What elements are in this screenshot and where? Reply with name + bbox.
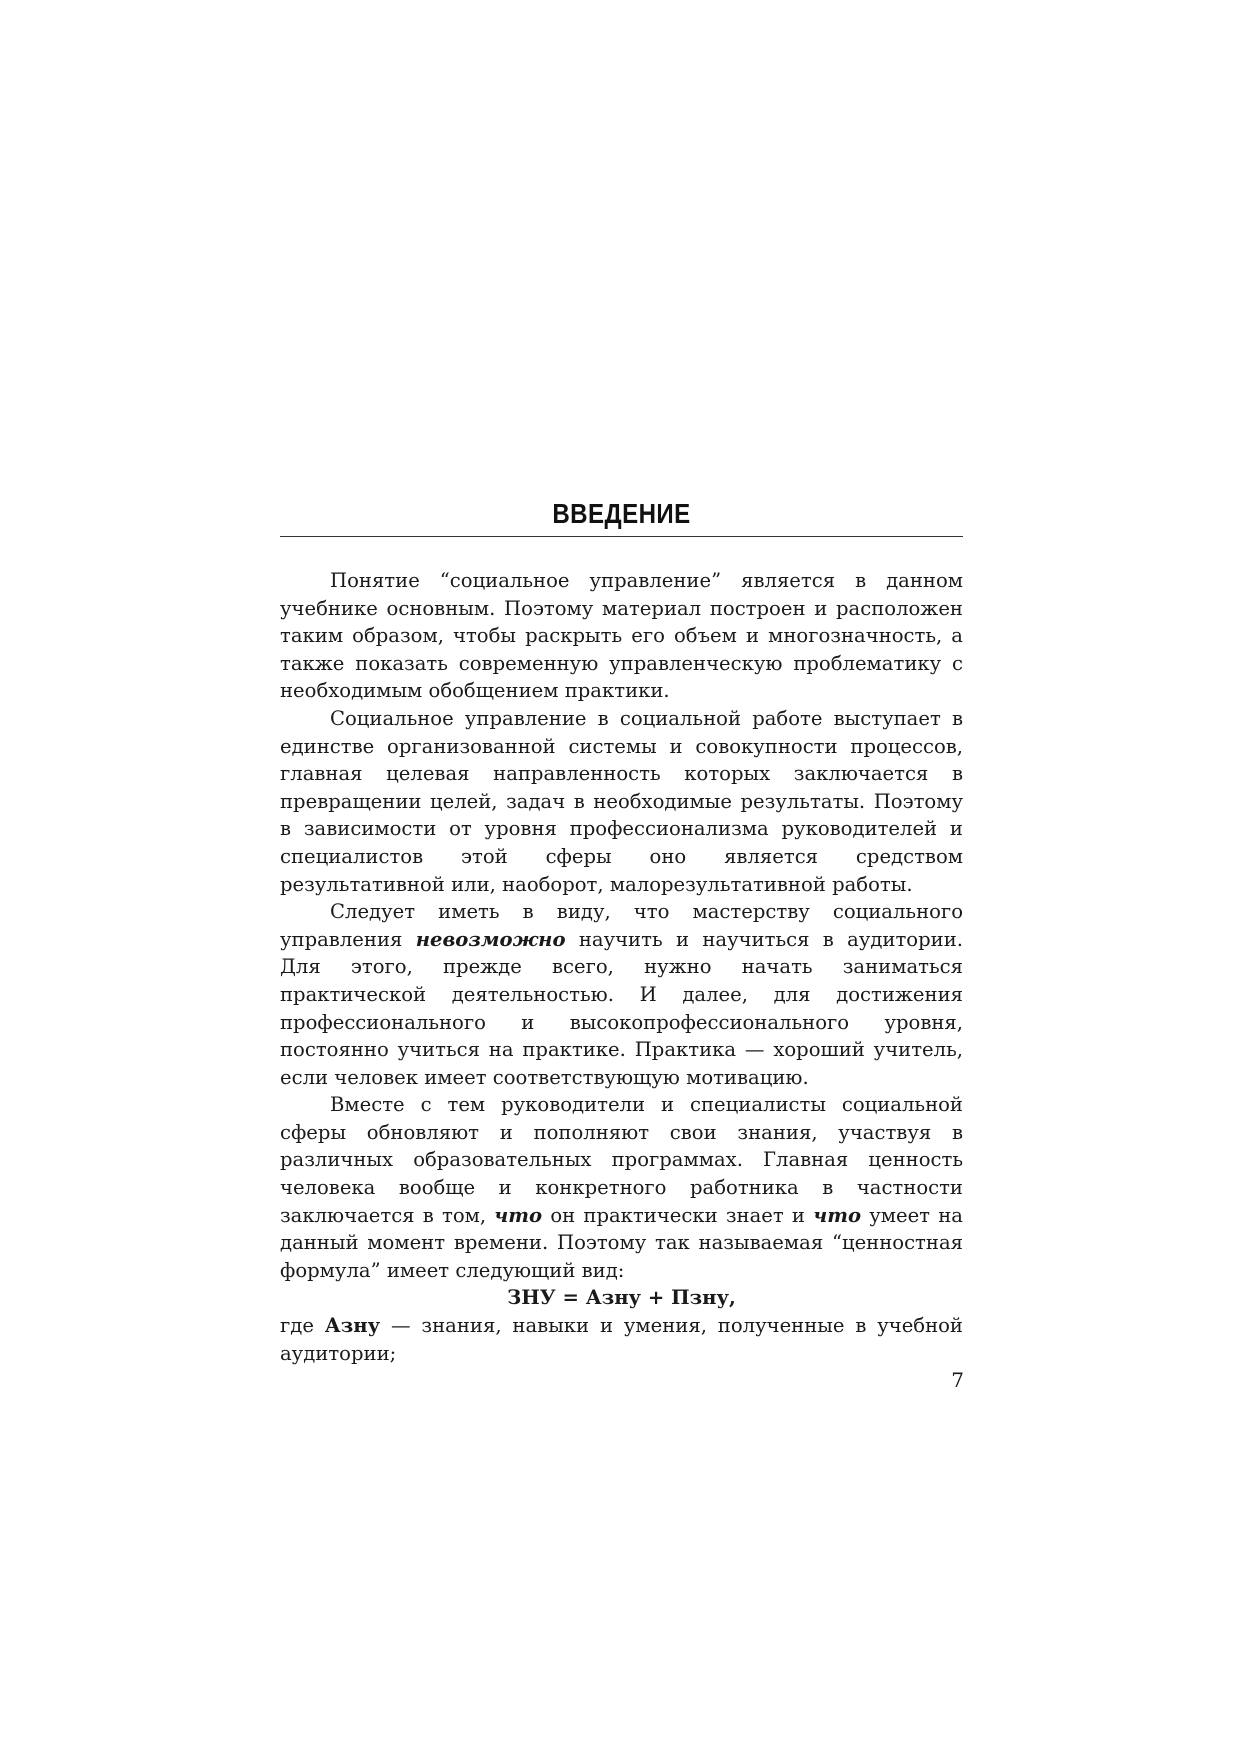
paragraph-4-text-a: Вместе с тем руководители и специалисты социальной сферы обновляют и пополняют свои знания, участвуя в различных образовательных программах. Главная ценность человека вообще и конкретного работника в частности заключается в том, [280, 1093, 963, 1227]
paragraph-5-text-b: — знания, навыки и умения, полученные в учебной аудитории; [280, 1314, 963, 1365]
emphasis-what-1: что [494, 1203, 543, 1227]
emphasis-impossible: невозможно [415, 927, 566, 951]
paragraph-5 [280, 1312, 963, 1367]
paragraph-5-text-a: где [280, 1314, 325, 1338]
paragraph-4-text-b: он практически знает и [542, 1203, 814, 1227]
page-number: 7 [951, 1368, 964, 1392]
term-aznu: Азну [324, 1314, 381, 1338]
body-text [280, 567, 963, 1367]
value-formula: ЗНУ = Азну + Пзну, [507, 1286, 736, 1310]
paragraph-3 [280, 898, 963, 1091]
page-content [280, 494, 963, 1367]
paragraph-2: Социальное управление в социальной работе выступает в единстве организованной системы и совокупности процессов, главная целевая направленность которых заключается в превращении целей, задач в необходимые результаты. Поэтому в зависимости от уровня профессионализма руководителей и специалистов этой сферы оно является средством результативной или, наоборот, малорезультативной работы. [280, 706, 963, 896]
chapter-title: ВВЕДЕНИЕ [552, 498, 691, 529]
paragraph-3-text-a: Следует иметь в виду, что мастерству социального управления [280, 900, 963, 951]
paragraph-3-text-b: научить и научиться в аудитории. Для этого, прежде всего, нужно начать заниматься практической деятельностью. И далее, для достижения профессионального и высокопрофессионального уровня, постоянно учиться на практике. Практика — хороший учитель, если человек имеет соответствующую мотивацию. [280, 927, 963, 1089]
paragraph-4 [280, 1091, 963, 1284]
title-divider [280, 536, 963, 537]
paragraph-1: Понятие “социальное управление” является в данном учебнике основным. Поэтому материал построен и расположен таким образом, чтобы раскрыть его объем и многозначность, а также показать современную управленческую проблематику с необходимым обобщением практики. [280, 569, 963, 703]
paragraph-4-text-c: умеет на данный момент времени. Поэтому так называемая “ценностная формула” имеет следующий вид: [280, 1203, 963, 1282]
emphasis-what-2: что [813, 1203, 862, 1227]
